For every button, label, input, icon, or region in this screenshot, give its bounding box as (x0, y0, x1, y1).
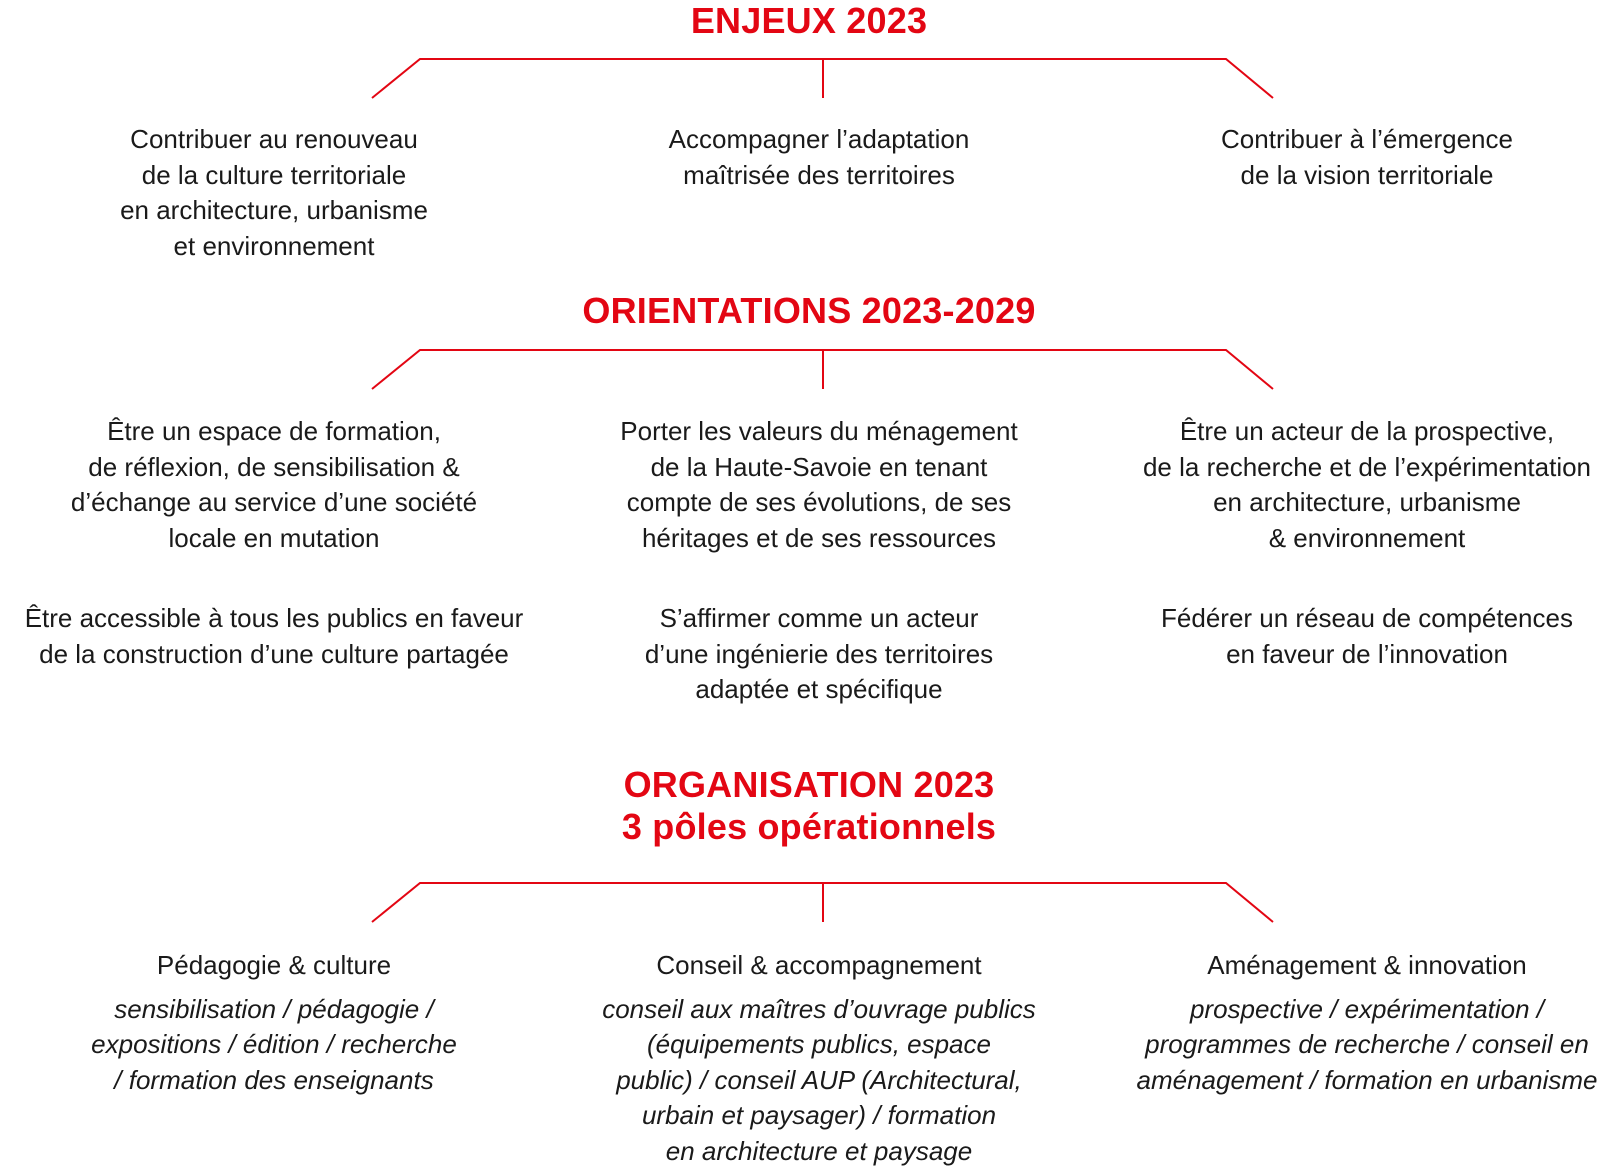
orientation-line: de réflexion, de sensibilisation & (0, 450, 554, 486)
orientation-line: de la construction d’une culture partagée (0, 637, 554, 673)
pole-description-line: / formation des enseignants (0, 1063, 554, 1099)
pole-description-line: urbain et paysager) / formation (539, 1098, 1099, 1134)
enjeux-title (0, 0, 1618, 42)
orientation-line: Fédérer un réseau de compétences (1087, 601, 1618, 637)
orientation-line: de la recherche et de l’expérimentation (1087, 450, 1618, 486)
enjeux-item-line: de la vision territoriale (1087, 158, 1618, 194)
organisation-connector (0, 880, 1618, 924)
orientations-title-text: ORIENTATIONS 2023-2029 (0, 290, 1618, 332)
pole-description-line: public) / conseil AUP (Architectural, (539, 1063, 1099, 1099)
pole-title: Aménagement & innovation (1087, 948, 1618, 984)
orientations-connector (0, 347, 1618, 391)
orientation-line: adaptée et spécifique (539, 672, 1099, 708)
pole-description-line: prospective / expérimentation / (1087, 992, 1618, 1028)
enjeux-item-line: maîtrisée des territoires (539, 158, 1099, 194)
orientation-line: Être accessible à tous les publics en faveur (0, 601, 554, 637)
pole-1 (0, 948, 554, 1098)
orientation-line: de la Haute-Savoie en tenant (539, 450, 1099, 486)
orientation-column-3 (1087, 414, 1618, 714)
orientation-item (1087, 414, 1618, 556)
pole-description-line: conseil aux maîtres d’ouvrage publics (539, 992, 1099, 1028)
orientation-line: d’une ingénierie des territoires (539, 637, 1099, 673)
orientation-item (539, 414, 1099, 556)
enjeux-connector (0, 56, 1618, 100)
orientation-line: d’échange au service d’une société (0, 485, 554, 521)
enjeux-item-line: en architecture, urbanisme (0, 193, 554, 229)
pole-description-line: (équipements publics, espace (539, 1027, 1099, 1063)
orientation-item (0, 414, 554, 556)
pole-description-line: expositions / édition / recherche (0, 1027, 554, 1063)
orientation-line: S’affirmer comme un acteur (539, 601, 1099, 637)
orientation-line: locale en mutation (0, 521, 554, 557)
orientation-line: Porter les valeurs du ménagement (539, 414, 1099, 450)
enjeux-item-line: et environnement (0, 229, 554, 265)
orientation-line: Être un acteur de la prospective, (1087, 414, 1618, 450)
pole-description-line: aménagement / formation en urbanisme (1087, 1063, 1618, 1099)
orientation-item (1087, 601, 1618, 672)
orientation-item (0, 601, 554, 672)
orientation-line: en faveur de l’innovation (1087, 637, 1618, 673)
orientation-line: en architecture, urbanisme (1087, 485, 1618, 521)
orientation-column-2 (539, 414, 1099, 714)
pole-title: Pédagogie & culture (0, 948, 554, 984)
orientation-line: héritages et de ses ressources (539, 521, 1099, 557)
enjeux-item-line: Accompagner l’adaptation (539, 122, 1099, 158)
enjeux-item-line: Contribuer à l’émergence (1087, 122, 1618, 158)
organisation-title-line2: 3 pôles opérationnels (0, 806, 1618, 848)
enjeux-item-2 (539, 122, 1099, 193)
orientations-title (0, 290, 1618, 332)
enjeux-item-line: Contribuer au renouveau (0, 122, 554, 158)
pole-2 (539, 948, 1099, 1169)
pole-title: Conseil & accompagnement (539, 948, 1099, 984)
organisation-title-line1: ORGANISATION 2023 (0, 764, 1618, 806)
enjeux-item-line: de la culture territoriale (0, 158, 554, 194)
pole-description-line: programmes de recherche / conseil en (1087, 1027, 1618, 1063)
pole-description-line: sensibilisation / pédagogie / (0, 992, 554, 1028)
enjeux-item-1 (0, 122, 554, 264)
orientation-column-1 (0, 414, 554, 714)
organisation-title (0, 764, 1618, 848)
enjeux-item-3 (1087, 122, 1618, 193)
pole-description-line: en architecture et paysage (539, 1134, 1099, 1169)
enjeux-title-text: ENJEUX 2023 (0, 0, 1618, 42)
pole-3 (1087, 948, 1618, 1098)
orientation-item (539, 601, 1099, 708)
orientation-line: Être un espace de formation, (0, 414, 554, 450)
orientation-line: compte de ses évolutions, de ses (539, 485, 1099, 521)
orientation-line: & environnement (1087, 521, 1618, 557)
